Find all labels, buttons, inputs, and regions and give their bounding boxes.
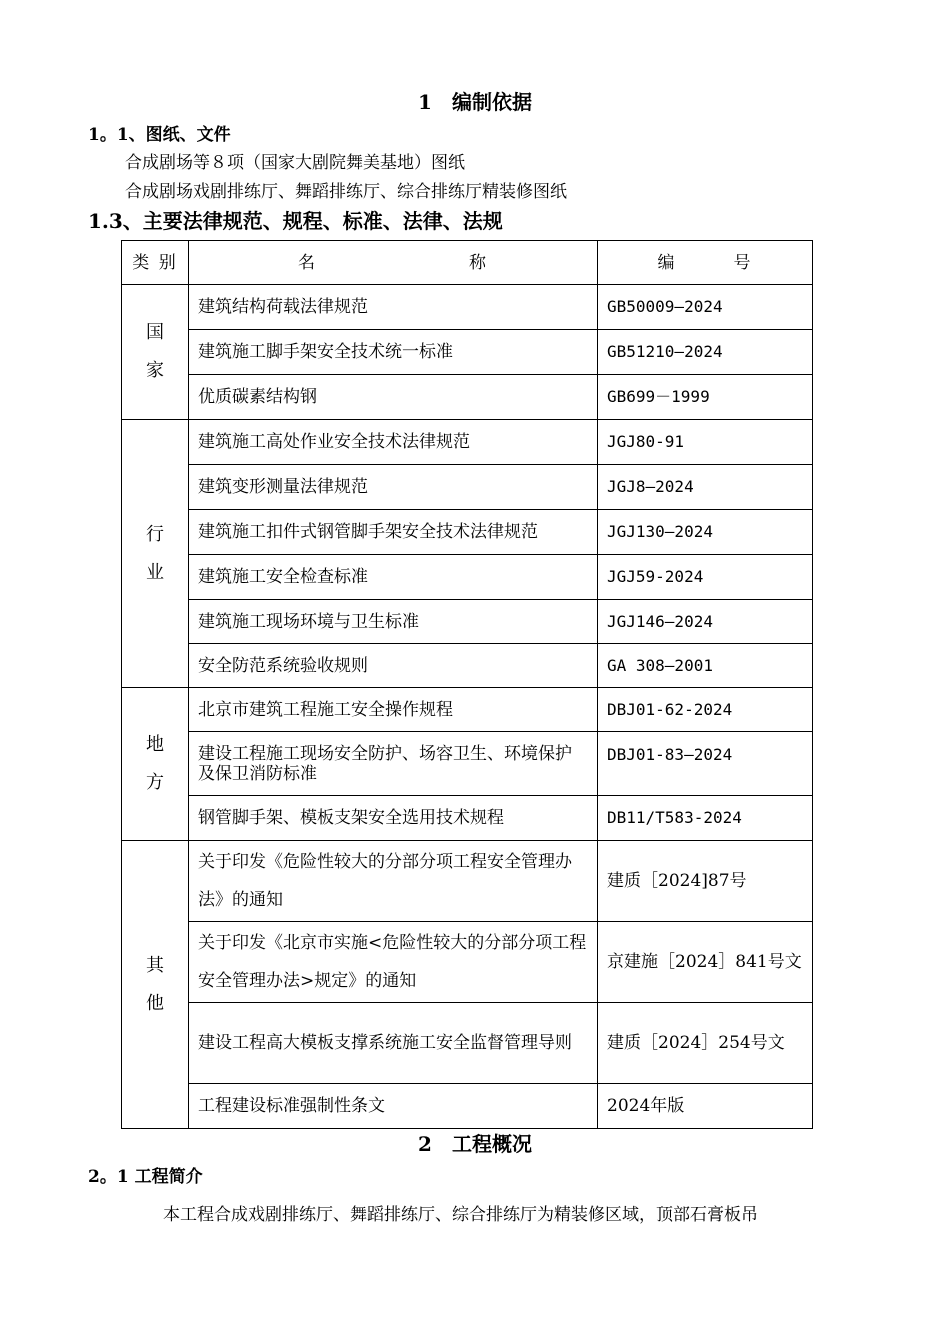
regulation-code: 建质［2024］254号文 [598, 1003, 813, 1084]
header-code: 编 号 [598, 241, 813, 285]
regulation-code: JGJ130—2024 [598, 510, 813, 555]
drawing-line-2: 合成剧场戏剧排练厅、舞蹈排练厅、综合排练厅精装修图纸 [125, 182, 567, 202]
category-other [122, 841, 189, 1129]
regulation-name: 建筑施工扣件式钢管脚手架安全技术法律规范 [189, 510, 598, 555]
regulation-name: 建筑施工高处作业安全技术法律规范 [189, 420, 598, 465]
table-row [122, 510, 813, 555]
subsection-2-1-title: 2。1 工程简介 [88, 1167, 203, 1187]
table-row [122, 841, 813, 922]
table-row [122, 330, 813, 375]
regulation-name: 工程建设标准强制性条文 [189, 1084, 598, 1129]
category-label: 行 业 [146, 523, 164, 583]
table-row [122, 555, 813, 600]
regulation-name: 安全防范系统验收规则 [189, 644, 598, 688]
regulation-code: JGJ146—2024 [598, 600, 813, 644]
table-row [122, 644, 813, 688]
table-header-row [122, 241, 813, 285]
section-1-title: 1 编制依据 [418, 90, 532, 114]
category-label: 地 方 [146, 734, 164, 793]
table-row [122, 1084, 813, 1129]
regulation-code: DB11/T583-2024 [598, 796, 813, 841]
regulation-name: 优质碳素结构钢 [189, 375, 598, 420]
table-row [122, 420, 813, 465]
regulation-name: 北京市建筑工程施工安全操作规程 [189, 688, 598, 732]
regulation-code: GB50009—2024 [598, 285, 813, 330]
regulation-code: 京建施［2024］841号文 [598, 922, 813, 1003]
regulation-name: 关于印发《危险性较大的分部分项工程安全管理办法》的通知 [189, 841, 598, 922]
table-row [122, 465, 813, 510]
category-label: 其 他 [146, 954, 164, 1014]
header-name: 名 称 [189, 241, 598, 285]
regulation-code: DBJ01-83—2024 [598, 732, 813, 796]
category-national [122, 285, 189, 420]
drawing-line-1: 合成剧场等８项（国家大剧院舞美基地）图纸 [125, 153, 465, 173]
header-category: 类 别 [122, 241, 189, 285]
regulation-name: 建设工程施工现场安全防护、场容卫生、环境保护及保卫消防标准 [189, 732, 598, 796]
regulation-name: 建筑变形测量法律规范 [189, 465, 598, 510]
table-row [122, 285, 813, 330]
regulation-name: 关于印发《北京市实施<危险性较大的分部分项工程安全管理办法>规定》的通知 [189, 922, 598, 1003]
regulation-name: 建筑结构荷载法律规范 [189, 285, 598, 330]
table-row [122, 732, 813, 796]
category-industry [122, 420, 189, 688]
regulations-table [121, 240, 813, 1129]
section-2-title: 2 工程概况 [418, 1132, 532, 1156]
table-row [122, 922, 813, 1003]
regulation-code: DBJ01-62-2024 [598, 688, 813, 732]
table-row [122, 1003, 813, 1084]
regulation-name: 钢管脚手架、模板支架安全选用技术规程 [189, 796, 598, 841]
regulation-code: JGJ80-91 [598, 420, 813, 465]
table-row [122, 688, 813, 732]
regulation-code: GB51210—2024 [598, 330, 813, 375]
table-row [122, 796, 813, 841]
project-intro-paragraph: 本工程合成戏剧排练厅、舞蹈排练厅、综合排练厅为精装修区域，顶部石膏板吊 [163, 1205, 758, 1225]
subsection-1-1-title: 1。1、图纸、文件 [88, 125, 231, 145]
table-row [122, 600, 813, 644]
regulation-name: 建筑施工安全检查标准 [189, 555, 598, 600]
regulation-code: GA 308—2001 [598, 644, 813, 688]
regulation-code: JGJ8—2024 [598, 465, 813, 510]
regulation-name: 建筑施工现场环境与卫生标准 [189, 600, 598, 644]
regulation-name: 建筑施工脚手架安全技术统一标准 [189, 330, 598, 375]
regulation-code: 2024年版 [598, 1084, 813, 1129]
regulation-code: 建质［2024]87号 [598, 841, 813, 922]
table-row [122, 375, 813, 420]
regulation-name: 建设工程高大模板支撑系统施工安全监督管理导则 [189, 1003, 598, 1084]
category-label: 国 家 [146, 322, 164, 381]
regulation-code: GB699－1999 [598, 375, 813, 420]
regulation-code: JGJ59-2024 [598, 555, 813, 600]
subsection-1-3-title: 1.3、主要法律规范、规程、标准、法律、法规 [88, 209, 503, 233]
category-local [122, 688, 189, 841]
